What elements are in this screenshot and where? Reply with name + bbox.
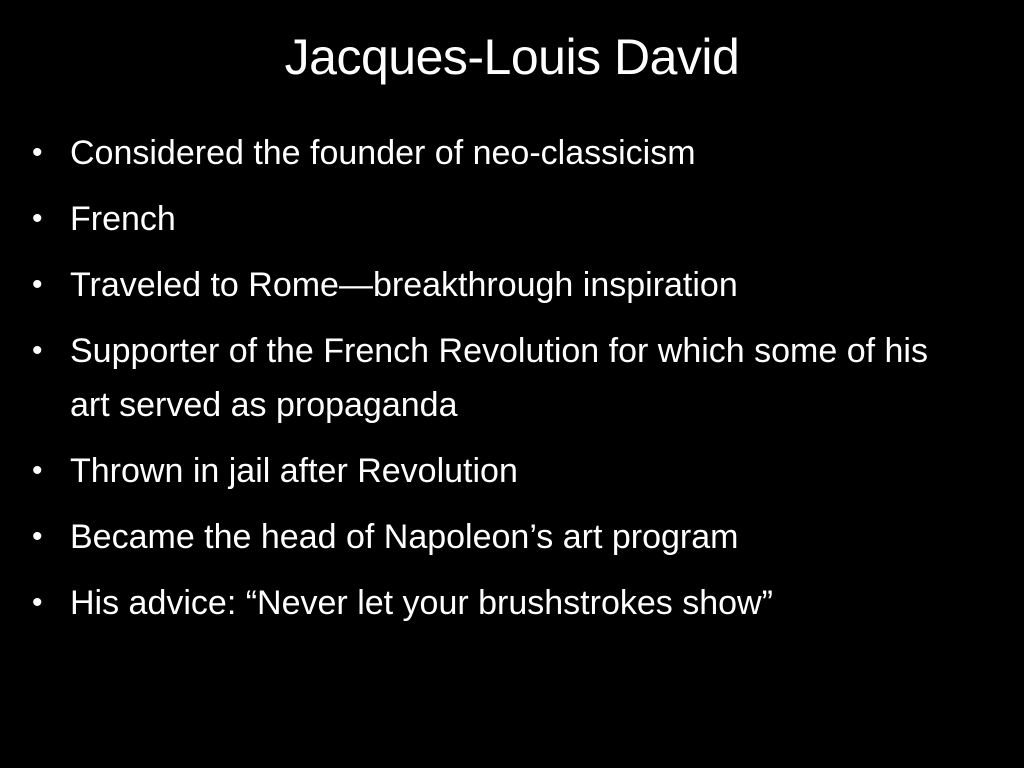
bullet-item: [28, 576, 958, 630]
bullet-item: [28, 510, 958, 564]
bullet-text: Traveled to Rome—breakthrough inspiration: [70, 266, 738, 304]
bullet-text: Thrown in jail after Revolution: [70, 452, 518, 490]
bullet-icon: •: [32, 334, 43, 367]
bullet-icon: •: [32, 136, 43, 169]
bullet-text: His advice: “Never let your brushstrokes show”: [70, 584, 773, 622]
bullet-icon: •: [32, 268, 43, 301]
bullet-item: [28, 258, 958, 312]
bullet-item: [28, 126, 958, 180]
bullet-icon: •: [32, 454, 43, 487]
bullet-list: [28, 126, 958, 642]
slide-title: Jacques-Louis David: [284, 29, 740, 85]
bullet-icon: •: [32, 520, 43, 553]
bullet-text: Supporter of the French Revolution for which some of his art served as propaganda: [70, 332, 928, 424]
bullet-text: Considered the founder of neo-classicism: [70, 134, 696, 172]
bullet-item: [28, 444, 958, 498]
bullet-item: [28, 192, 958, 246]
bullet-item: [28, 324, 958, 432]
bullet-icon: •: [32, 586, 43, 619]
bullet-text: Became the head of Napoleon’s art program: [70, 518, 739, 556]
bullet-text: French: [70, 200, 176, 238]
bullet-icon: •: [32, 202, 43, 235]
